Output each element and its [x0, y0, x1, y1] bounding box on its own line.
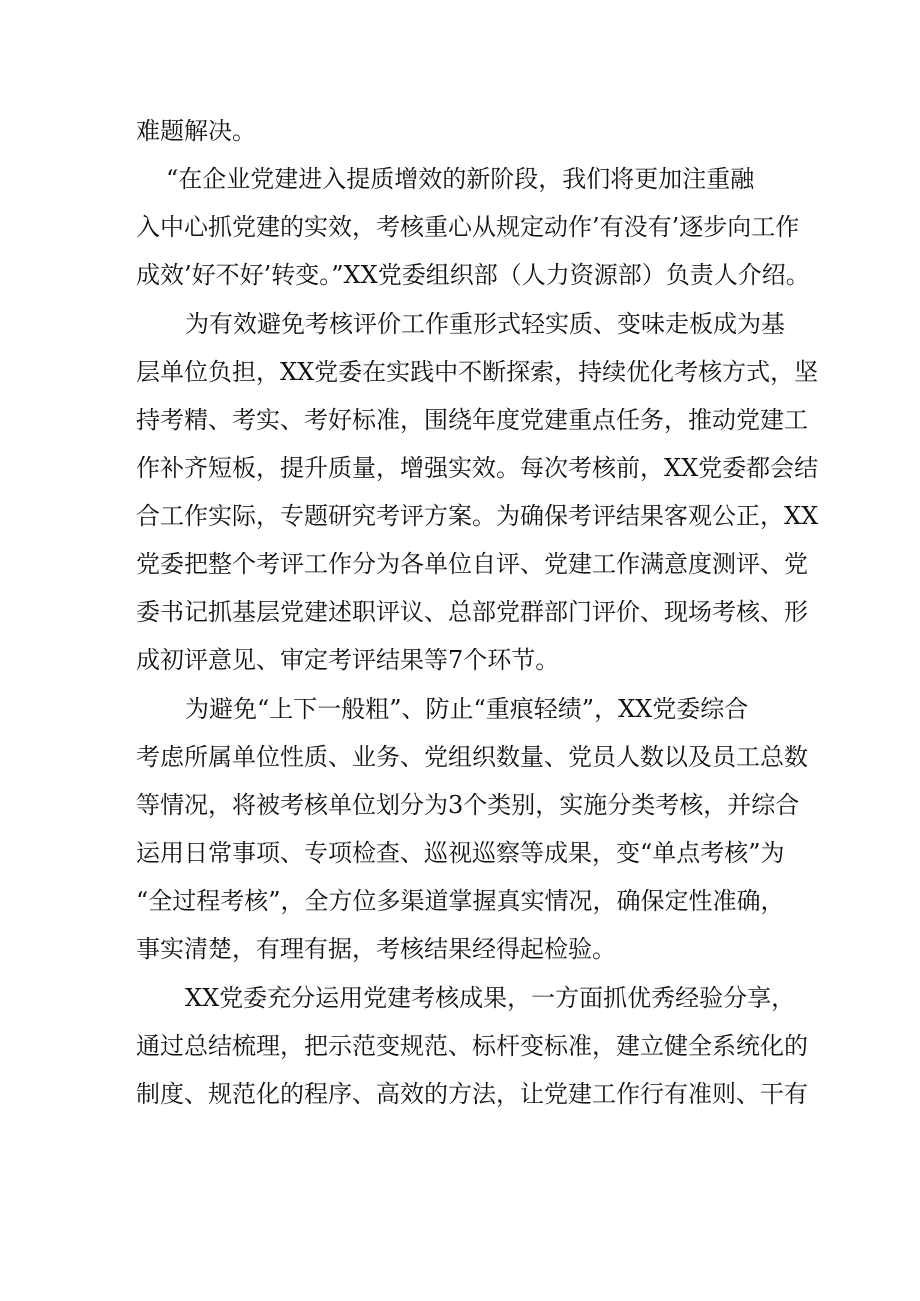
text-line: 考虑所属单位性质、业务、党组织数量、党员人数以及员工总数: [136, 743, 808, 771]
text-line: 难题解决。: [136, 117, 256, 145]
text-line: 为有效避免考核评价工作重形式轻实质、变味走板成为基: [185, 310, 785, 338]
text-line: 运用日常事项、专项检查、巡视巡察等成果，变“单点考核”为: [136, 839, 785, 867]
text-line: 通过总结梳理，把示范变规范、标杆变标准，建立健全系统化的: [136, 1032, 808, 1060]
text-line: 持考精、考实、考好标准，围绕年度党建重点任务，推动党建工: [136, 406, 808, 434]
text-line: 合工作实际，专题研究考评方案。为确保考评结果客观公正，XX: [136, 502, 819, 530]
text-line: 成效’好不好’转变。”XX党委组织部（人力资源部）负责人介绍。: [136, 261, 810, 289]
text-line: 层单位负担，XX党委在实践中不断探索，持续优化考核方式，坚: [136, 358, 819, 386]
text-line: “在企业党建进入提质增效的新阶段，我们将更加注重融: [166, 165, 755, 193]
text-line: 入中心抓党建的实效，考核重心从规定动作’有没有’逐步向工作: [136, 213, 800, 241]
text-line: 为避免“上下一般粗”、防止“重痕轻绩”，XX党委综合: [185, 695, 749, 723]
text-line: 制度、规范化的程序、高效的方法，让党建工作行有准则、干有: [136, 1080, 808, 1108]
text-line: 党委把整个考评工作分为各单位自评、党建工作满意度测评、党: [136, 550, 808, 578]
text-line: XX党委充分运用党建考核成果，一方面抓优秀经验分享，: [185, 984, 796, 1012]
text-line: 等情况，将被考核单位划分为3个类别，实施分类考核，并综合: [136, 791, 800, 819]
text-line: 事实清楚，有理有据，考核结果经得起检验。: [136, 935, 616, 963]
text-line: 成初评意见、审定考评结果等7个环节。: [136, 646, 560, 674]
text-line: 作补齐短板，提升质量，增强实效。每次考核前，XX党委都会结: [136, 454, 819, 482]
text-line: 委书记抓基层党建述职评议、总部党群部门评价、现场考核、形: [136, 598, 808, 626]
text-line: “全过程考核”，全方位多渠道掌握真实情况，确保定性准确，: [136, 887, 785, 915]
